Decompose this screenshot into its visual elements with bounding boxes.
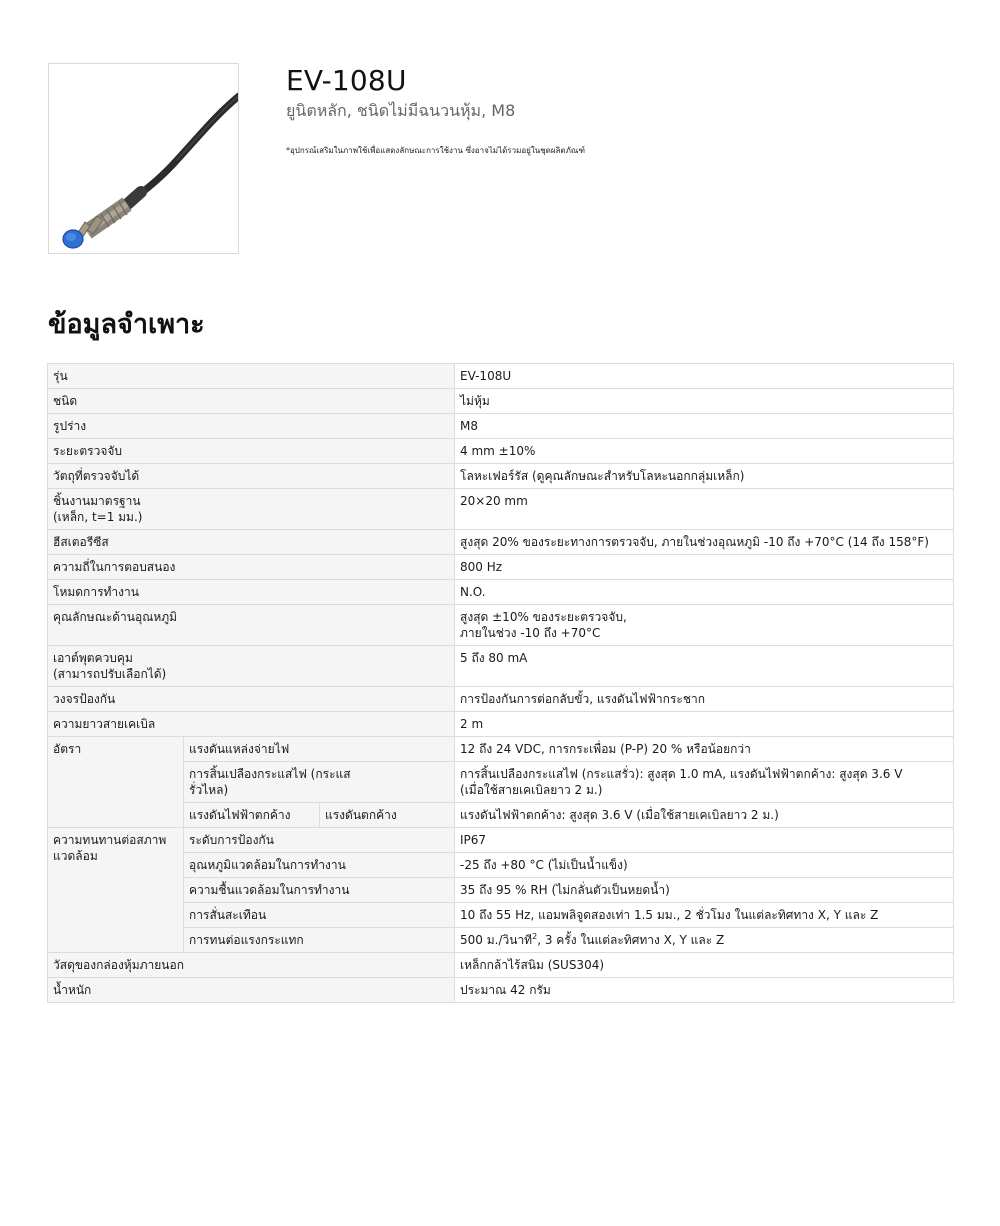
spec-label: วัสดุของกล่องหุ้มภายนอก xyxy=(48,953,455,978)
spec-value-line: การสิ้นเปลืองกระแสไฟ (กระแสรั่ว): สูงสุด 1.0 mA, แรงดันไฟฟ้าตกค้าง: สูงสุด 3.6 V xyxy=(460,767,903,781)
spec-value xyxy=(455,762,954,803)
spec-value: การป้องกันการต่อกลับขั้ว, แรงดันไฟฟ้ากระชาก xyxy=(455,687,954,712)
spec-value: -25 ถึง +80 °C (ไม่เป็นน้ำแข็ง) xyxy=(455,853,954,878)
spec-label-line: การสิ้นเปลืองกระแสไฟ (กระแส xyxy=(189,767,351,781)
spec-value-superscript: 2 xyxy=(532,932,538,941)
spec-value: ประมาณ 42 กรัม xyxy=(455,978,954,1003)
spec-label-line: (สามารถปรับเลือกได้) xyxy=(53,667,167,681)
spec-label: รูปร่าง xyxy=(48,414,455,439)
table-row xyxy=(48,878,954,903)
table-row xyxy=(48,712,954,737)
spec-value-part: 500 ม./วินาที xyxy=(460,933,533,947)
spec-value: N.O. xyxy=(455,580,954,605)
spec-value-line: สูงสุด ±10% ของระยะตรวจจับ, xyxy=(460,610,627,624)
spec-value xyxy=(455,928,954,953)
table-row xyxy=(48,803,954,828)
spec-value: โลหะเฟอร์รัส (ดูคุณลักษณะสำหรับโลหะนอกกลุ่มเหล็ก) xyxy=(455,464,954,489)
table-row xyxy=(48,737,954,762)
spec-label: คุณลักษณะด้านอุณหภูมิ xyxy=(48,605,455,646)
spec-label xyxy=(48,646,455,687)
specifications-table xyxy=(47,363,954,1003)
spec-label-line: เอาต์พุตควบคุม xyxy=(53,651,133,665)
spec-sublabel: แรงดันไฟฟ้าตกค้าง xyxy=(184,803,320,828)
spec-value-line: (เมื่อใช้สายเคเบิลยาว 2 ม.) xyxy=(460,783,603,797)
spec-value: 5 ถึง 80 mA xyxy=(455,646,954,687)
spec-value: 4 mm ±10% xyxy=(455,439,954,464)
spec-value: M8 xyxy=(455,414,954,439)
spec-value: 10 ถึง 55 Hz, แอมพลิจูดสองเท่า 1.5 มม., 2 ชั่วโมง ในแต่ละทิศทาง X, Y และ Z xyxy=(455,903,954,928)
spec-value: แรงดันไฟฟ้าตกค้าง: สูงสุด 3.6 V (เมื่อใช้สายเคเบิลยาว 2 ม.) xyxy=(455,803,954,828)
table-row xyxy=(48,853,954,878)
spec-value: EV-108U xyxy=(455,364,954,389)
spec-value xyxy=(455,605,954,646)
spec-value: สูงสุด 20% ของระยะทางการตรวจจับ, ภายในช่วงอุณหภูมิ -10 ถึง +70°C (14 ถึง 158°F) xyxy=(455,530,954,555)
spec-label xyxy=(48,489,455,530)
spec-label: วงจรป้องกัน xyxy=(48,687,455,712)
spec-sublabel: การทนต่อแรงกระแทก xyxy=(184,928,455,953)
product-subtitle: ยูนิตหลัก, ชนิดไม่มีฉนวนหุ้ม, M8 xyxy=(286,101,516,120)
spec-value: ไม่หุ้ม xyxy=(455,389,954,414)
spec-sublabel xyxy=(184,762,455,803)
table-row xyxy=(48,687,954,712)
table-row xyxy=(48,605,954,646)
table-row xyxy=(48,555,954,580)
spec-sublabel: การสั่นสะเทือน xyxy=(184,903,455,928)
table-row xyxy=(48,953,954,978)
table-row xyxy=(48,903,954,928)
table-row xyxy=(48,439,954,464)
spec-label: ระยะตรวจจับ xyxy=(48,439,455,464)
table-row xyxy=(48,530,954,555)
proximity-sensor-illustration xyxy=(49,64,238,253)
table-row xyxy=(48,389,954,414)
spec-sublabel: แรงดันแหล่งจ่ายไฟ xyxy=(184,737,455,762)
spec-sublabel: ความชื้นแวดล้อมในการทำงาน xyxy=(184,878,455,903)
table-row xyxy=(48,414,954,439)
product-model-title: EV-108U xyxy=(286,64,407,97)
table-row xyxy=(48,489,954,530)
spec-value: 12 ถึง 24 VDC, การกระเพื่อม (P-P) 20 % หรือน้อยกว่า xyxy=(455,737,954,762)
spec-label-line: ชิ้นงานมาตรฐาน xyxy=(53,494,141,508)
spec-label: น้ำหนัก xyxy=(48,978,455,1003)
spec-group-label: อัตรา xyxy=(48,737,184,828)
table-row xyxy=(48,828,954,853)
spec-label: วัตถุที่ตรวจจับได้ xyxy=(48,464,455,489)
table-row xyxy=(48,762,954,803)
spec-value: 2 m xyxy=(455,712,954,737)
spec-sublabel-detail: แรงดันตกค้าง xyxy=(320,803,455,828)
table-row xyxy=(48,580,954,605)
spec-value-line: ภายในช่วง -10 ถึง +70°C xyxy=(460,626,601,640)
spec-value: 20×20 mm xyxy=(455,489,954,530)
table-row xyxy=(48,978,954,1003)
table-row xyxy=(48,646,954,687)
spec-label: โหมดการทำงาน xyxy=(48,580,455,605)
spec-label: ชนิด xyxy=(48,389,455,414)
spec-group-label: ความทนทานต่อสภาพแวดล้อม xyxy=(48,828,184,953)
table-row xyxy=(48,464,954,489)
table-row xyxy=(48,364,954,389)
table-row xyxy=(48,928,954,953)
spec-value-part: , 3 ครั้ง ในแต่ละทิศทาง X, Y และ Z xyxy=(537,933,725,947)
image-note: *อุปกรณ์เสริมในภาพใช้เพื่อแสดงลักษณะการใช้งาน ซึ่งอาจไม่ได้รวมอยู่ในชุดผลิตภัณฑ์ xyxy=(286,146,585,155)
spec-value: 800 Hz xyxy=(455,555,954,580)
product-image xyxy=(48,63,239,254)
spec-label: ความยาวสายเคเบิล xyxy=(48,712,455,737)
specifications-heading: ข้อมูลจำเพาะ xyxy=(48,309,205,340)
spec-label-line: (เหล็ก, t=1 มม.) xyxy=(53,510,143,524)
spec-sublabel: ระดับการป้องกัน xyxy=(184,828,455,853)
spec-value: IP67 xyxy=(455,828,954,853)
spec-label: ฮีสเตอรีซีส xyxy=(48,530,455,555)
spec-value: เหล็กกล้าไร้สนิม (SUS304) xyxy=(455,953,954,978)
spec-label: รุ่น xyxy=(48,364,455,389)
spec-sublabel: อุณหภูมิแวดล้อมในการทำงาน xyxy=(184,853,455,878)
spec-value: 35 ถึง 95 % RH (ไม่กลั่นตัวเป็นหยดน้ำ) xyxy=(455,878,954,903)
spec-label: ความถี่ในการตอบสนอง xyxy=(48,555,455,580)
spec-label-line: รั่วไหล) xyxy=(189,783,229,797)
